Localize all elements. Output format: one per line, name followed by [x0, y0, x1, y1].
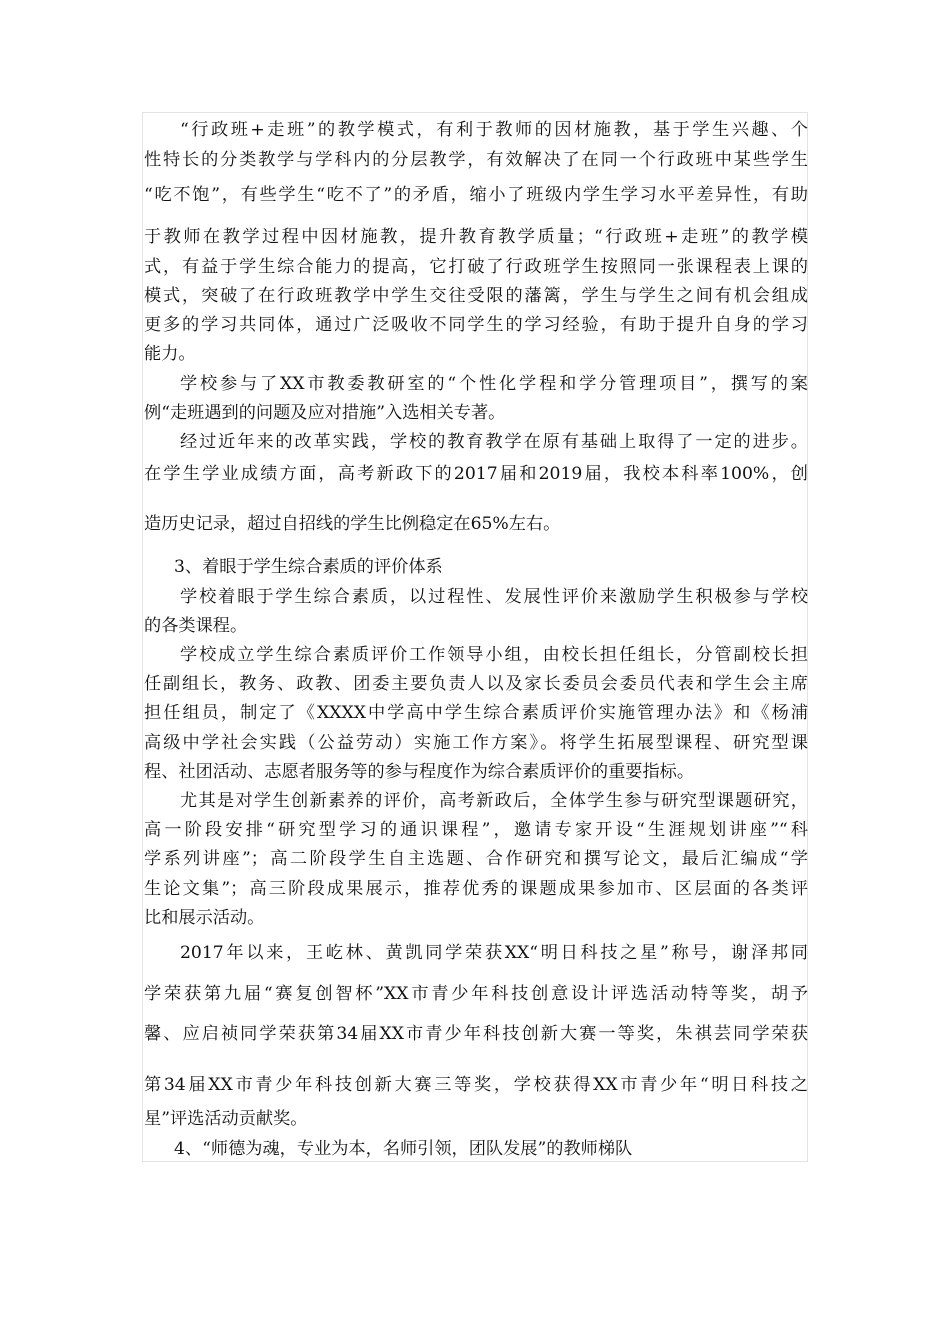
text-line: 能力。 — [144, 344, 196, 364]
text-line: 经过近年来的改革实践，学校的教育教学在原有基础上取得了一定的进步。 — [180, 432, 808, 452]
text-line: 学校参与了XX市教委教研室的“个性化学程和学分管理项目”，撰写的案 — [180, 374, 808, 394]
text-line: 学校着眼于学生综合素质，以过程性、发展性评价来激励学生积极参与学校 — [180, 587, 808, 607]
text-line: 生论文集”；高三阶段成果展示，推荐优秀的课题成果参加市、区层面的各类评 — [144, 879, 808, 899]
text-line: 担任组员，制定了《XXXX中学高中学生综合素质评价实施管理办法》和《杨浦 — [144, 703, 808, 723]
text-line: 例“走班遇到的问题及应对措施”入选相关专著。 — [144, 403, 506, 423]
text-line: 2017年以来，王屹林、黄凯同学荣获XX“明日科技之星”称号，谢泽邦同 — [180, 943, 808, 963]
text-line: 学校成立学生综合素质评价工作领导小组，由校长担任组长，分管副校长担 — [180, 645, 808, 665]
text-line: “吃不饱”，有些学生“吃不了”的矛盾，缩小了班级内学生学习水平差异性，有助 — [144, 185, 808, 205]
text-line: 的各类课程。 — [144, 616, 248, 636]
text-line: 第34届XX市青少年科技创新大赛三等奖，学校获得XX市青少年“明日科技之 — [144, 1075, 808, 1095]
text-line: 在学生学业成绩方面，高考新政下的2017届和2019届，我校本科率100%，创 — [144, 464, 808, 484]
text-line: 高一阶段安排“研究型学习的通识课程”，邀请专家开设“生涯规划讲座”“科 — [144, 820, 808, 840]
text-line: 造历史记录，超过自招线的学生比例稳定在65%左右。 — [144, 514, 561, 534]
text-line: 任副组长，教务、政教、团委主要负责人以及家长委员会委员代表和学生会主席 — [144, 674, 808, 694]
section-heading: 3、着眼于学生综合素质的评价体系 — [174, 557, 443, 577]
text-line: 模式，突破了在行政班教学中学生交往受限的藩篱，学生与学生之间有机会组成 — [144, 286, 808, 306]
text-line: 程、社团活动、志愿者服务等的参与程度作为综合素质评价的重要指标。 — [144, 762, 695, 782]
text-line: 于教师在教学过程中因材施教，提升教育教学质量；“行政班+走班”的教学模 — [144, 227, 808, 247]
text-line: 学荣获第九届“赛复创智杯”XX市青少年科技创意设计评选活动特等奖，胡予 — [144, 984, 808, 1004]
text-line: 高级中学社会实践（公益劳动）实施工作方案》。将学生拓展型课程、研究型课 — [144, 733, 808, 753]
section-heading: 4、“师德为魂，专业为本，名师引领，团队发展”的教师梯队 — [174, 1139, 633, 1159]
text-line: 学系列讲座”；高二阶段学生自主选题、合作研究和撰写论文，最后汇编成“学 — [144, 849, 808, 869]
text-line: 式，有益于学生综合能力的提高，它打破了行政班学生按照同一张课程表上课的 — [144, 257, 808, 277]
text-line: 星”评选活动贡献奖。 — [144, 1109, 308, 1129]
text-line: 馨、应启祯同学荣获第34届XX市青少年科技创新大赛一等奖，朱祺芸同学荣获 — [144, 1024, 808, 1044]
text-line: 尤其是对学生创新素养的评价，高考新政后，全体学生参与研究型课题研究， — [180, 791, 808, 811]
text-line: “行政班+走班”的教学模式，有利于教师的因材施教，基于学生兴趣、个 — [180, 120, 808, 140]
text-line: 性特长的分类教学与学科内的分层教学，有效解决了在同一个行政班中某些学生 — [144, 150, 808, 170]
text-line: 比和展示活动。 — [144, 908, 265, 928]
text-line: 更多的学习共同体，通过广泛吸收不同学生的学习经验，有助于提升自身的学习 — [144, 315, 808, 335]
